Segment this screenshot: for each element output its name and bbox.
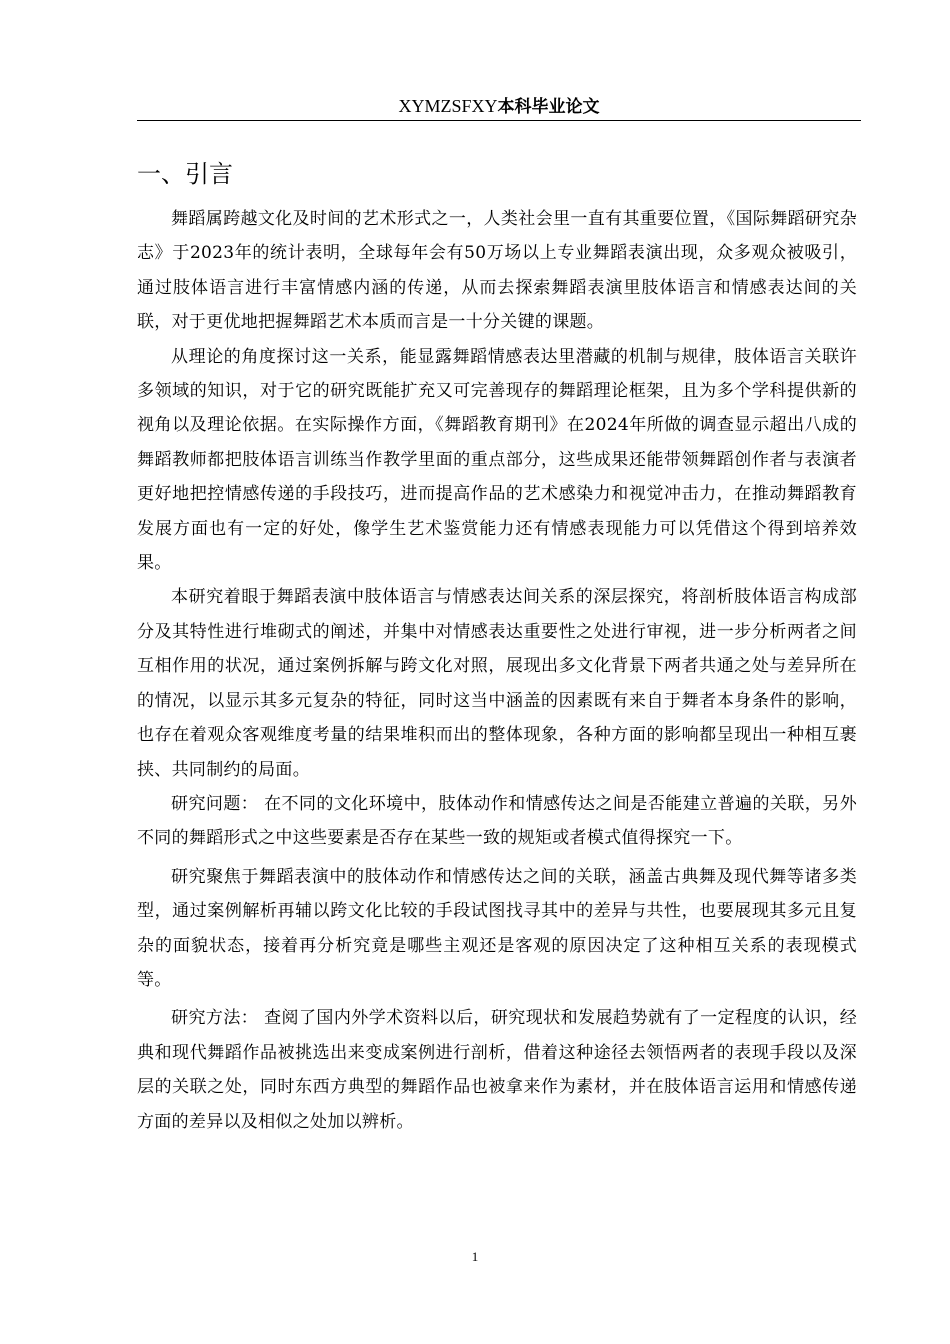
- paragraph-focus: 本研究着眼于舞蹈表演中肢体语言与情感表达间关系的深层探究，将剖析肢体语言构成部分及其特性进行堆砌式的阐述，并集中对情感表达重要性之处进行审视，进一步分析两者之间互相作用的状况，通过案例拆解与跨文化对照，展现出多文化背景下两者共通之处与差异所在的情况，以显示其多元复杂的特征，同时这当中涵盖的因素既有来自于舞者本身条件的影响，也存在着观众客观维度考量的结果堆积而出的整体现象，各种方面的影响都呈现出一种相互裹挟、共同制约的局面。: [137, 587, 857, 780]
- body-text: [137, 202, 857, 1139]
- paragraph-intro: 舞蹈属跨越文化及时间的艺术形式之一，人类社会里一直有其重要位置，《国际舞蹈研究杂志》于2023年的统计表明，全球每年会有50万场以上专业舞蹈表演出现，众多观众被吸引，通过肢体语言进行丰富情感内涵的传递，从而去探索舞蹈表演里肢体语言和情感表达间的关联，对于更优地把握舞蹈艺术本质而言是一十分关键的课题。: [137, 209, 857, 333]
- section-title: 一、引言: [137, 160, 233, 189]
- header-thesis-type: 本科毕业论文: [497, 97, 600, 117]
- running-header: [137, 92, 861, 120]
- paragraph-theory: 从理论的角度探讨这一关系，能显露舞蹈情感表达里潜藏的机制与规律，肢体语言关联许多领域的知识，对于它的研究既能扩充又可完善现存的舞蹈理论框架，且为多个学科提供新的视角以及理论依据。在实际操作方面，《舞蹈教育期刊》在2024年所做的调查显示超出八成的舞蹈教师都把肢体语言训练当作教学里面的重点部分，这些成果还能带领舞蹈创作者与表演者更好地把控情感传递的手段技巧，进而提高作品的艺术感染力和视觉冲击力，在推动舞蹈教育发展方面也有一定的好处，像学生艺术鉴赏能力还有情感表现能力可以凭借这个得到培养效果。: [137, 346, 857, 574]
- paragraph-research-method: 研究方法： 查阅了国内外学术资料以后，研究现状和发展趋势就有了一定程度的认识，经典和现代舞蹈作品被挑选出来变成案例进行剖析，借着这种途径去领悟两者的表现手段以及深层的关联之处，同时东西方典型的舞蹈作品也被拿来作为素材，并在肢体语言运用和情感传递方面的差异以及相似之处加以辨析。: [137, 1008, 857, 1132]
- header-divider: [137, 120, 861, 121]
- header-school-code: XYMZSFXY: [398, 96, 498, 116]
- paragraph-research-question: 研究问题： 在不同的文化环境中，肢体动作和情感传达之间是否能建立普遍的关联，另外不同的舞蹈形式之中这些要素是否存在某些一致的规矩或者模式值得探究一下。: [137, 793, 857, 849]
- paragraph-research-scope: 研究聚焦于舞蹈表演中的肢体动作和情感传达之间的关联，涵盖古典舞及现代舞等诸多类型，通过案例解析再辅以跨文化比较的手段试图找寻其中的差异与共性，也要展现其多元且复杂的面貌状态，接着再分析究竟是哪些主观还是客观的原因决定了这种相互关系的表现模式等。: [137, 866, 857, 990]
- page-number: 1: [471, 1249, 479, 1264]
